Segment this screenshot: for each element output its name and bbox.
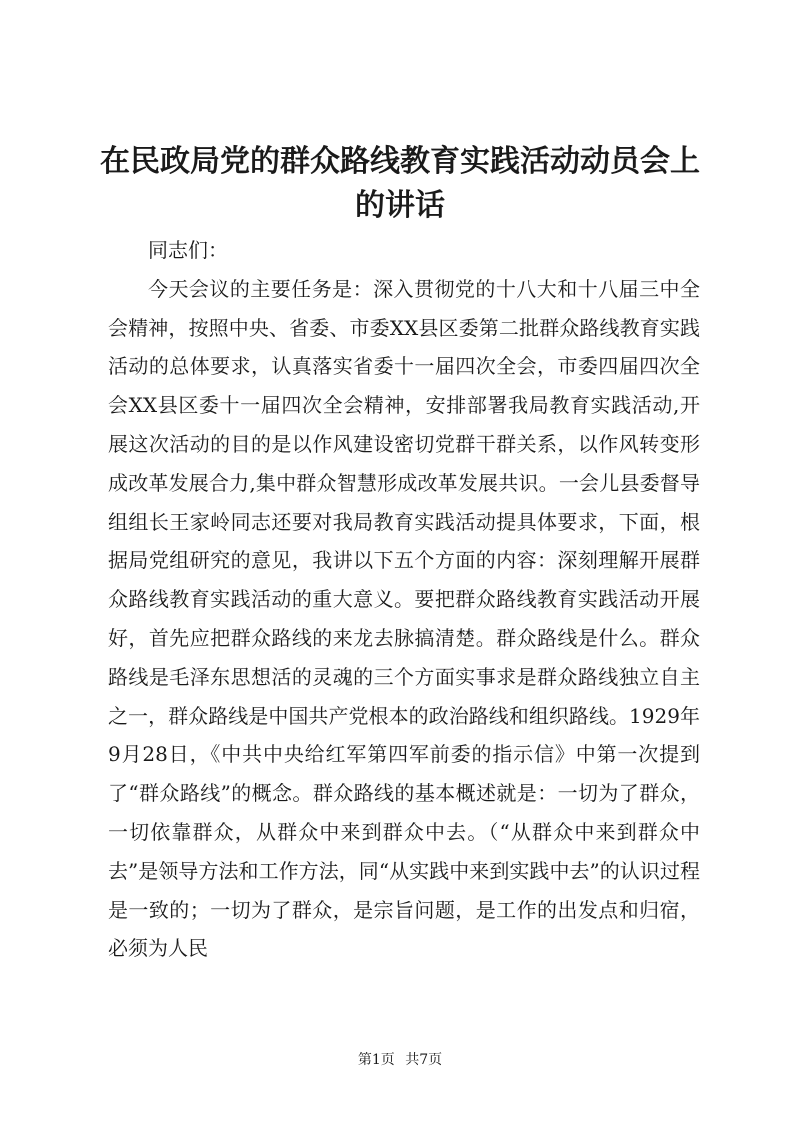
page-total: 共7页	[405, 1052, 443, 1068]
body-paragraph: 今天会议的主要任务是：深入贯彻党的十八大和十八届三中全会精神，按照中央、省委、市委XX县区委第二批群众路线教育实践活动的总体要求，认真落实省委十一届四次全会，市委四届四次全会XX县区委十一届四次全会精神，安排部署我局教育实践活动,开展这次活动的目的是以作风建设密切党群干群关系，以作风转变形成改革发展合力,集中群众智慧形成改革发展共识。一会儿县委督导组组长王家岭同志还要对我局教育实践活动提具体要求，下面，根据局党组研究的意见，我讲以下五个方面的内容：深刻理解开展群众路线教育实践活动的重大意义。要把群众路线教育实践活动开展好，首先应把群众路线的来龙去脉搞清楚。群众路线是什么。群众路线是毛泽东思想活的灵魂的三个方面实事求是群众路线独立自主之一，群众路线是中国共产党根本的政治路线和组织路线。1929年9月28日，《中共中央给红军第四军前委的指示信》中第一次提到了“群众路线”的概念。群众路线的基本概述就是：一切为了群众，一切依靠群众，从群众中来到群众中去。（“从群众中来到群众中去”是领导方法和工作方法，同“从实践中来到实践中去”的认识过程是一致的；一切为了群众，是宗旨问题，是工作的出发点和归宿，必须为人民	[108, 276, 700, 961]
page-footer	[0, 1050, 800, 1070]
page-number: 第1页	[357, 1052, 395, 1068]
salutation: 同志们：	[148, 238, 228, 262]
document-body	[108, 231, 700, 968]
document-title: 在民政局党的群众路线教育实践活动动员会上的讲话	[100, 144, 700, 223]
